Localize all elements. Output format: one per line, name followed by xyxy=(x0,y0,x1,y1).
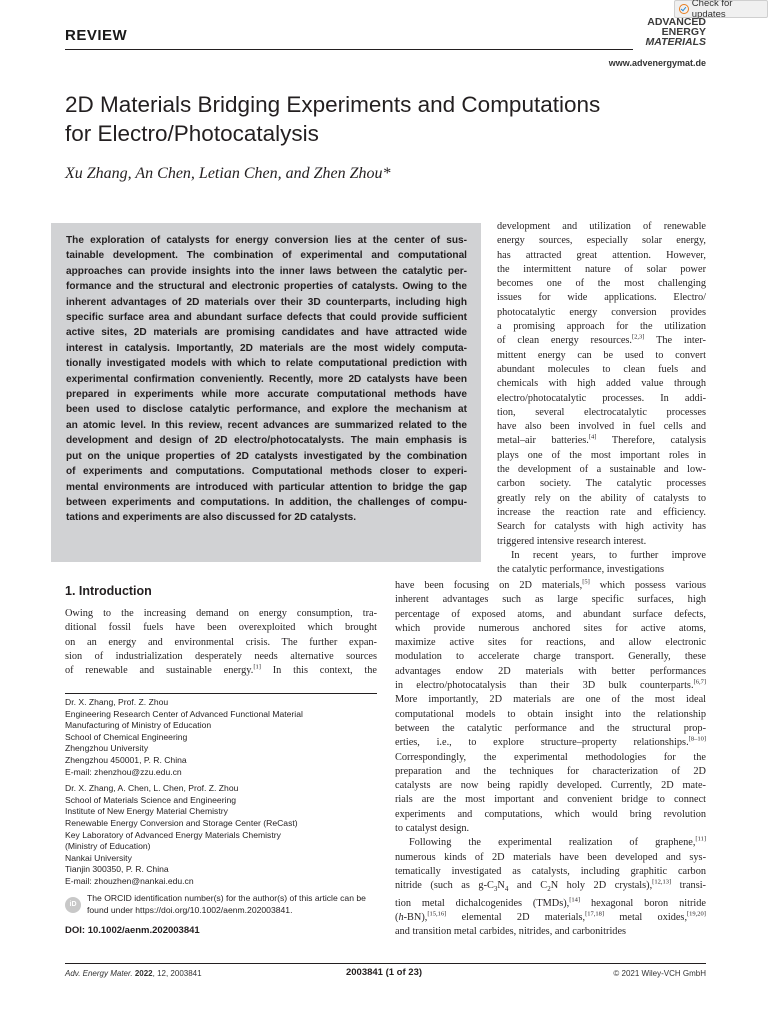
body-line: the catalytic performance, investigations xyxy=(497,564,664,576)
intro-line: of renewable and sustainable energy.[1] In this context, the xyxy=(65,663,377,677)
abstract-line: mental environments are introduced with particular attention to bridge the gap xyxy=(66,481,467,493)
body-line: issues for wide applications. Electro/ xyxy=(497,292,706,304)
body-line: More importantly, 2D materials are one of the most ideal xyxy=(395,694,706,706)
logo-line-2: ENERGY xyxy=(661,26,706,38)
abstract-line: an atomic level. In this review, recent advances are summarized related to the xyxy=(66,419,467,431)
body-line: the development of a sustainable and low- xyxy=(497,464,706,476)
body-line: triggered intensive research interest. xyxy=(497,535,647,547)
affiliation-line: Manufacturing of Ministry of Education xyxy=(65,720,212,731)
body-line: have also been involved in fuel cells and xyxy=(497,421,706,433)
orcid-icon: iD xyxy=(65,897,81,913)
body-line: becomes one of the most challenging xyxy=(497,278,706,290)
affiliation-line: Engineering Research Center of Advanced Functional Material xyxy=(65,708,303,719)
footer-citation xyxy=(65,969,202,978)
footer-journal: Adv. Energy Mater. xyxy=(65,969,133,978)
body-line: of clean energy resources.[2,3] The inter- xyxy=(497,333,706,347)
body-line: have been focusing on 2D materials,[5] which possess various xyxy=(395,578,706,591)
body-line: computational models to obtain insight into the relationship xyxy=(395,708,706,720)
body-line: preparation and the techniques for characterization of 2D xyxy=(395,765,706,777)
body-line: inherent advantages such as large specific surfaces, high xyxy=(395,594,706,606)
affiliation-line: Renewable Energy Conversion and Storage Center (ReCast) xyxy=(65,817,298,828)
body-line: mittent energy can be used to convert xyxy=(497,349,706,361)
affiliation-line: Institute of New Energy Material Chemistry xyxy=(65,806,228,817)
affiliation-line: School of Chemical Engineering xyxy=(65,731,188,742)
abstract-line: put on the unique properties of 2D catalysts investigated by the combination xyxy=(66,450,467,462)
abstract-line: approaches can provide insights into the inner laws between the catalytic per- xyxy=(66,265,467,277)
body-line: increase the reaction rate and efficiency. xyxy=(497,506,706,518)
body-line: which provide numerous anchored sites for active atoms, xyxy=(395,622,706,634)
title-line-2: for Electro/Photocatalysis xyxy=(65,121,319,146)
body-line: plays one of the most important roles in xyxy=(497,449,706,461)
body-text-right-top xyxy=(497,220,706,577)
abstract-box xyxy=(51,223,481,562)
abstract-line: interest in catalysis. Importantly, 2D materials are the most widely computa- xyxy=(66,342,467,354)
body-line: erties, i.e., to explore structure–property relationships.[8–10] xyxy=(395,735,706,749)
check-updates-label: Check for updates xyxy=(691,0,733,20)
affiliation-line: Dr. X. Zhang, A. Chen, L. Chen, Prof. Z. Zhou xyxy=(65,783,239,794)
body-line: Search for catalysts with high activity has xyxy=(497,521,706,533)
abstract-line: active sites, 2D materials are promising candidates and have attracted wide xyxy=(66,327,467,339)
body-line: (h-BN),[15,16] elemental 2D materials,[17,18] metal oxides,[19,20] xyxy=(395,910,706,923)
body-line: numerous kinds of 2D materials have been developed and sys- xyxy=(395,851,706,863)
orcid-note xyxy=(65,893,377,916)
body-line: tion, several electrocatalytic processes xyxy=(497,406,706,418)
abstract-line: inherent advantages of 2D materials over their 3D counterparts, including high xyxy=(66,296,467,308)
footer-issue: , 12, 2003841 xyxy=(152,969,202,978)
affiliation-line: Dr. X. Zhang, Prof. Z. Zhou xyxy=(65,697,169,707)
body-line: has attracted great attention. However, xyxy=(497,249,706,261)
intro-line: sion of industrialization desperately needs alternative sources xyxy=(65,650,377,662)
logo-line-1: ADVANCED xyxy=(647,16,706,28)
article-authors: Xu Zhang, An Chen, Letian Chen, and Zhen Zhou* xyxy=(65,165,391,182)
abstract-line: between experiments and computations. In addition, the challenges of compu- xyxy=(66,496,467,508)
affiliation-rule xyxy=(65,693,377,694)
abstract-line: tations and experiments are also discussed for 2D catalysts. xyxy=(66,512,357,524)
body-line: catalysts are now being rapidly developed. Currently, 2D mate- xyxy=(395,780,706,792)
abstract-line: of experiments and computations. Computational methods closer to experi- xyxy=(66,466,467,478)
body-line: In recent years, to further improve xyxy=(511,549,706,561)
body-line: photocatalytic energy conversion provides xyxy=(497,306,706,318)
body-line: advantages endow 2D materials with better performances xyxy=(395,665,706,677)
body-line: and transition metal carbides, nitrides, and carbonitrides xyxy=(395,926,627,938)
body-line: maximize active sites for reactions, and allow electronic xyxy=(395,637,706,649)
footer-rule xyxy=(65,963,706,964)
orcid-text[interactable]: The ORCID identification number(s) for the author(s) of this article can be found under https://doi.org/10.1002/aenm.202003841. xyxy=(87,893,366,915)
body-line: abundant molecules to clean fuels and xyxy=(497,363,706,375)
body-line: metal–air batteries.[4] Therefore, catalysis xyxy=(497,434,707,447)
journal-website-link[interactable]: www.advenergymat.de xyxy=(608,58,706,68)
abstract-line: The exploration of catalysts for energy conversion lies at the center of sus- xyxy=(66,235,467,246)
affiliations xyxy=(65,697,377,888)
journal-logo xyxy=(634,17,706,47)
body-line: Correspondingly, the experimental methodologies for the xyxy=(395,751,706,763)
body-line: energy sources, especially solar energy, xyxy=(497,235,706,247)
affiliation-line: E-mail: zhouzhen@nankai.edu.cn xyxy=(65,875,194,886)
body-line: chemicals with high added value through xyxy=(497,378,706,390)
affiliation-line: (Ministry of Education) xyxy=(65,841,151,852)
affiliation-line: Nankai University xyxy=(65,852,132,863)
body-text-right-bottom xyxy=(395,579,706,939)
affiliation-line: Zhengzhou 450001, P. R. China xyxy=(65,754,187,765)
footer-copyright: © 2021 Wiley-VCH GmbH xyxy=(613,969,706,978)
body-line: Following the experimental realization of graphene,[11] xyxy=(409,835,706,849)
intro-line: ditional fossil fuels have been overexploited which brought xyxy=(65,622,377,634)
header-rule xyxy=(65,49,633,50)
footer-page-number: 2003841 (1 of 23) xyxy=(345,967,423,978)
article-doi[interactable]: DOI: 10.1002/aenm.202003841 xyxy=(65,925,200,936)
body-line: greatly rely on the ability of catalysts to xyxy=(497,492,706,504)
affiliation-line: Tianjin 300350, P. R. China xyxy=(65,864,169,875)
abstract-line: tainable development. The combination of experimental and computational xyxy=(66,250,467,262)
affiliation-line: School of Materials Science and Engineering xyxy=(65,794,237,805)
abstract-line: formance and the structural and electronic properties of catalysts. Owing to the xyxy=(66,281,467,293)
section-heading-introduction: 1. Introduction xyxy=(65,584,152,598)
body-line: tematically investigated as catalysts, including graphitic carbon xyxy=(395,865,706,877)
affiliation-line: Key Laboratory of Advanced Energy Materials Chemistry xyxy=(65,829,281,840)
body-line: percentage of exposed atoms, and abundant surface defects, xyxy=(395,608,706,620)
body-line: modulation to accelerate charge transport. Generally, these xyxy=(395,651,706,663)
abstract-line: experimental confirmation conveniently. Recently, more 2D catalysts have been xyxy=(66,373,467,385)
introduction-text xyxy=(65,607,377,678)
title-line-1: 2D Materials Bridging Experiments and Computations xyxy=(65,92,601,117)
abstract-line: specific surface area and abundant surface defects that could provide sufficient xyxy=(66,312,467,324)
body-line: tion metal dichalcogenides (TMDs),[14] hexagonal boron nitride xyxy=(395,896,706,909)
body-line: carbon society. The catalytic processes xyxy=(497,478,706,490)
abstract-line: development and design of 2D electro/photocatalysts. The main emphasis is xyxy=(66,435,467,447)
affiliation-line: Zhengzhou University xyxy=(65,743,149,754)
footer-year: 2022 xyxy=(134,969,153,978)
abstract-text xyxy=(66,233,467,526)
body-line: experiments and computations, which would bring revolution xyxy=(395,808,706,820)
abstract-line: been used to disclose catalytic performance, and explore the mechanism at xyxy=(66,404,467,416)
body-line: rials are the most important and convenient bridge to connect xyxy=(395,794,706,806)
body-line: a promising approach for the utilization xyxy=(497,321,706,333)
affiliation-line: E-mail: zhenzhou@zzu.edu.cn xyxy=(65,766,182,777)
abstract-line: tionally investigated models with which to relate computational prediction with xyxy=(66,358,467,370)
intro-line: Owing to the increasing demand on energy consumption, tra- xyxy=(65,608,377,619)
section-label: REVIEW xyxy=(65,27,128,44)
body-line: electro/photocatalytic processes. In addi- xyxy=(497,392,706,404)
abstract-line: prepared in experiments while more accurate computational methods have xyxy=(66,389,467,401)
body-line: to catalyst design. xyxy=(395,823,470,835)
body-line: nitride (such as $g-C_3N_4$ and $C_2N$ holy 2D crystals),[12,13] transi- xyxy=(395,878,706,894)
check-updates-icon xyxy=(679,4,689,14)
article-title xyxy=(65,90,705,148)
intro-line: on an energy and environmental crisis. The further expan- xyxy=(65,636,377,648)
body-line: development and utilization of renewable xyxy=(497,221,706,232)
body-line: in electro/photocatalysis than their 3D bulk counterparts.[6,7] xyxy=(395,678,706,692)
logo-line-3: MATERIALS xyxy=(645,36,706,48)
body-line: the intermittent nature of solar power xyxy=(497,263,706,275)
body-line: between the catalytic performance and the structural prop- xyxy=(395,722,706,734)
